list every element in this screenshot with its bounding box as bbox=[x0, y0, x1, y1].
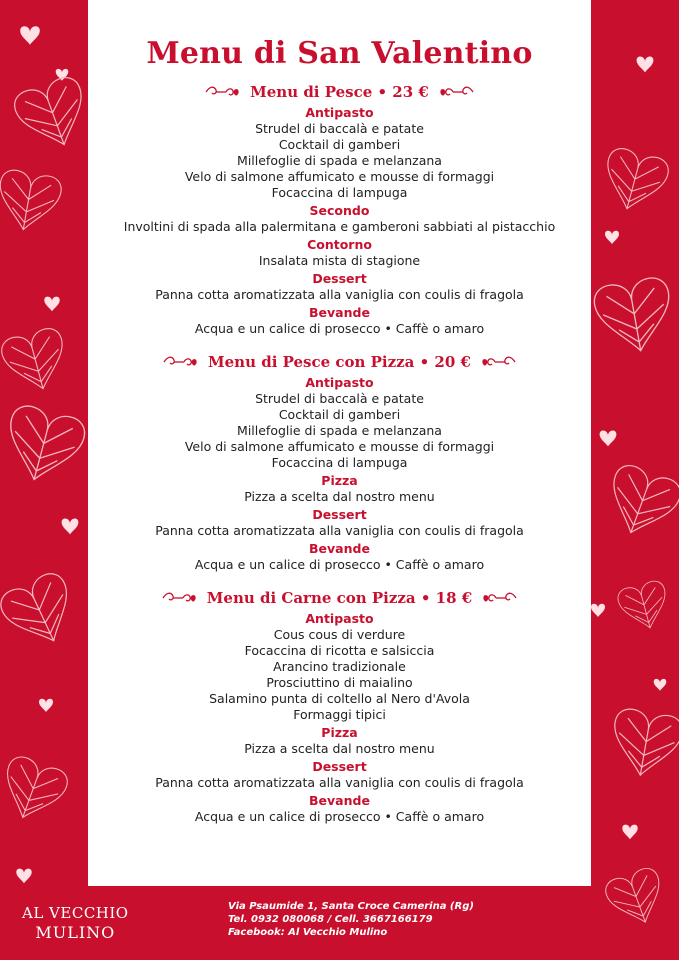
menu-item: Formaggi tipici bbox=[293, 707, 386, 722]
menu-item: Pizza a scelta dal nostro menu bbox=[244, 741, 435, 756]
menu-item: Velo di salmone affumicato e mousse di formaggi bbox=[184, 169, 495, 184]
course-label: Pizza bbox=[321, 473, 358, 488]
menu-item: Salamino punta di coltello al Nero d'Avola bbox=[209, 691, 470, 706]
menu-item: Focaccina di ricotta e salsiccia bbox=[244, 643, 435, 658]
course-label: Dessert bbox=[312, 759, 367, 774]
section-title: Menu di Pesce • 23 € bbox=[250, 83, 429, 101]
menu-item: Strudel di baccalà e patate bbox=[255, 121, 424, 136]
section-header bbox=[88, 587, 591, 609]
menu-item: Cous cous di verdure bbox=[273, 627, 406, 642]
phone-text: Tel. 0932 080068 / Cell. 3667166179 bbox=[228, 914, 433, 925]
menu-item: Millefoglie di spada e melanzana bbox=[237, 153, 442, 168]
menu-item: Pizza a scelta dal nostro menu bbox=[244, 489, 435, 504]
course-label: Antipasto bbox=[305, 375, 374, 390]
course-label: Antipasto bbox=[305, 611, 374, 626]
menu-item: Strudel di baccalà e patate bbox=[255, 391, 424, 406]
ornament-icon bbox=[482, 591, 518, 605]
course-label: Bevande bbox=[309, 541, 370, 556]
menu-section bbox=[88, 587, 591, 825]
course-label: Secondo bbox=[309, 203, 370, 218]
ornament-icon bbox=[481, 355, 517, 369]
menu-item: Velo di salmone affumicato e mousse di formaggi bbox=[184, 439, 495, 454]
section-header bbox=[88, 351, 591, 373]
menu-item: Insalata mista di stagione bbox=[258, 253, 421, 268]
menu-item: Panna cotta aromatizzata alla vaniglia con coulis di fragola bbox=[155, 523, 524, 538]
menu-sections bbox=[88, 81, 591, 825]
menu-item: Panna cotta aromatizzata alla vaniglia con coulis di fragola bbox=[155, 775, 524, 790]
ornament-icon bbox=[161, 591, 197, 605]
menu-item: Acqua e un calice di prosecco • Caffè o amaro bbox=[194, 809, 485, 824]
facebook-text: Facebook: Al Vecchio Mulino bbox=[228, 927, 388, 938]
section-title: Menu di Carne con Pizza • 18 € bbox=[206, 589, 473, 607]
restaurant-logo bbox=[22, 904, 129, 942]
menu-item: Cocktail di gamberi bbox=[278, 137, 401, 152]
course-label: Dessert bbox=[312, 507, 367, 522]
section-header bbox=[88, 81, 591, 103]
course-label: Antipasto bbox=[305, 105, 374, 120]
menu-item: Panna cotta aromatizzata alla vaniglia con coulis di fragola bbox=[155, 287, 524, 302]
logo-line1: AL VECCHIO bbox=[22, 904, 129, 922]
menu-item: Acqua e un calice di prosecco • Caffè o amaro bbox=[194, 557, 485, 572]
ornament-icon bbox=[162, 355, 198, 369]
course-label: Contorno bbox=[307, 237, 372, 252]
logo-line2: MULINO bbox=[35, 923, 116, 942]
menu-item: Millefoglie di spada e melanzana bbox=[237, 423, 442, 438]
course-label: Pizza bbox=[321, 725, 358, 740]
menu-item: Involtini di spada alla palermitana e gamberoni sabbiati al pistacchio bbox=[123, 219, 556, 234]
menu-item: Focaccina di lampuga bbox=[271, 185, 408, 200]
page-title: Menu di San Valentino bbox=[146, 36, 533, 71]
ornament-icon bbox=[204, 85, 240, 99]
ornament-icon bbox=[439, 85, 475, 99]
menu-card bbox=[88, 0, 591, 886]
course-label: Bevande bbox=[309, 305, 370, 320]
section-title: Menu di Pesce con Pizza • 20 € bbox=[208, 353, 471, 371]
menu-section bbox=[88, 81, 591, 337]
menu-section bbox=[88, 351, 591, 573]
contact-info bbox=[228, 900, 478, 939]
course-label: Dessert bbox=[312, 271, 367, 286]
menu-item: Focaccina di lampuga bbox=[271, 455, 408, 470]
menu-item: Arancino tradizionale bbox=[273, 659, 406, 674]
address-text: Via Psaumide 1, Santa Croce Camerina (Rg) bbox=[228, 901, 474, 912]
menu-item: Acqua e un calice di prosecco • Caffè o amaro bbox=[194, 321, 485, 336]
menu-item: Prosciuttino di maialino bbox=[266, 675, 413, 690]
course-label: Bevande bbox=[309, 793, 370, 808]
menu-item: Cocktail di gamberi bbox=[278, 407, 401, 422]
